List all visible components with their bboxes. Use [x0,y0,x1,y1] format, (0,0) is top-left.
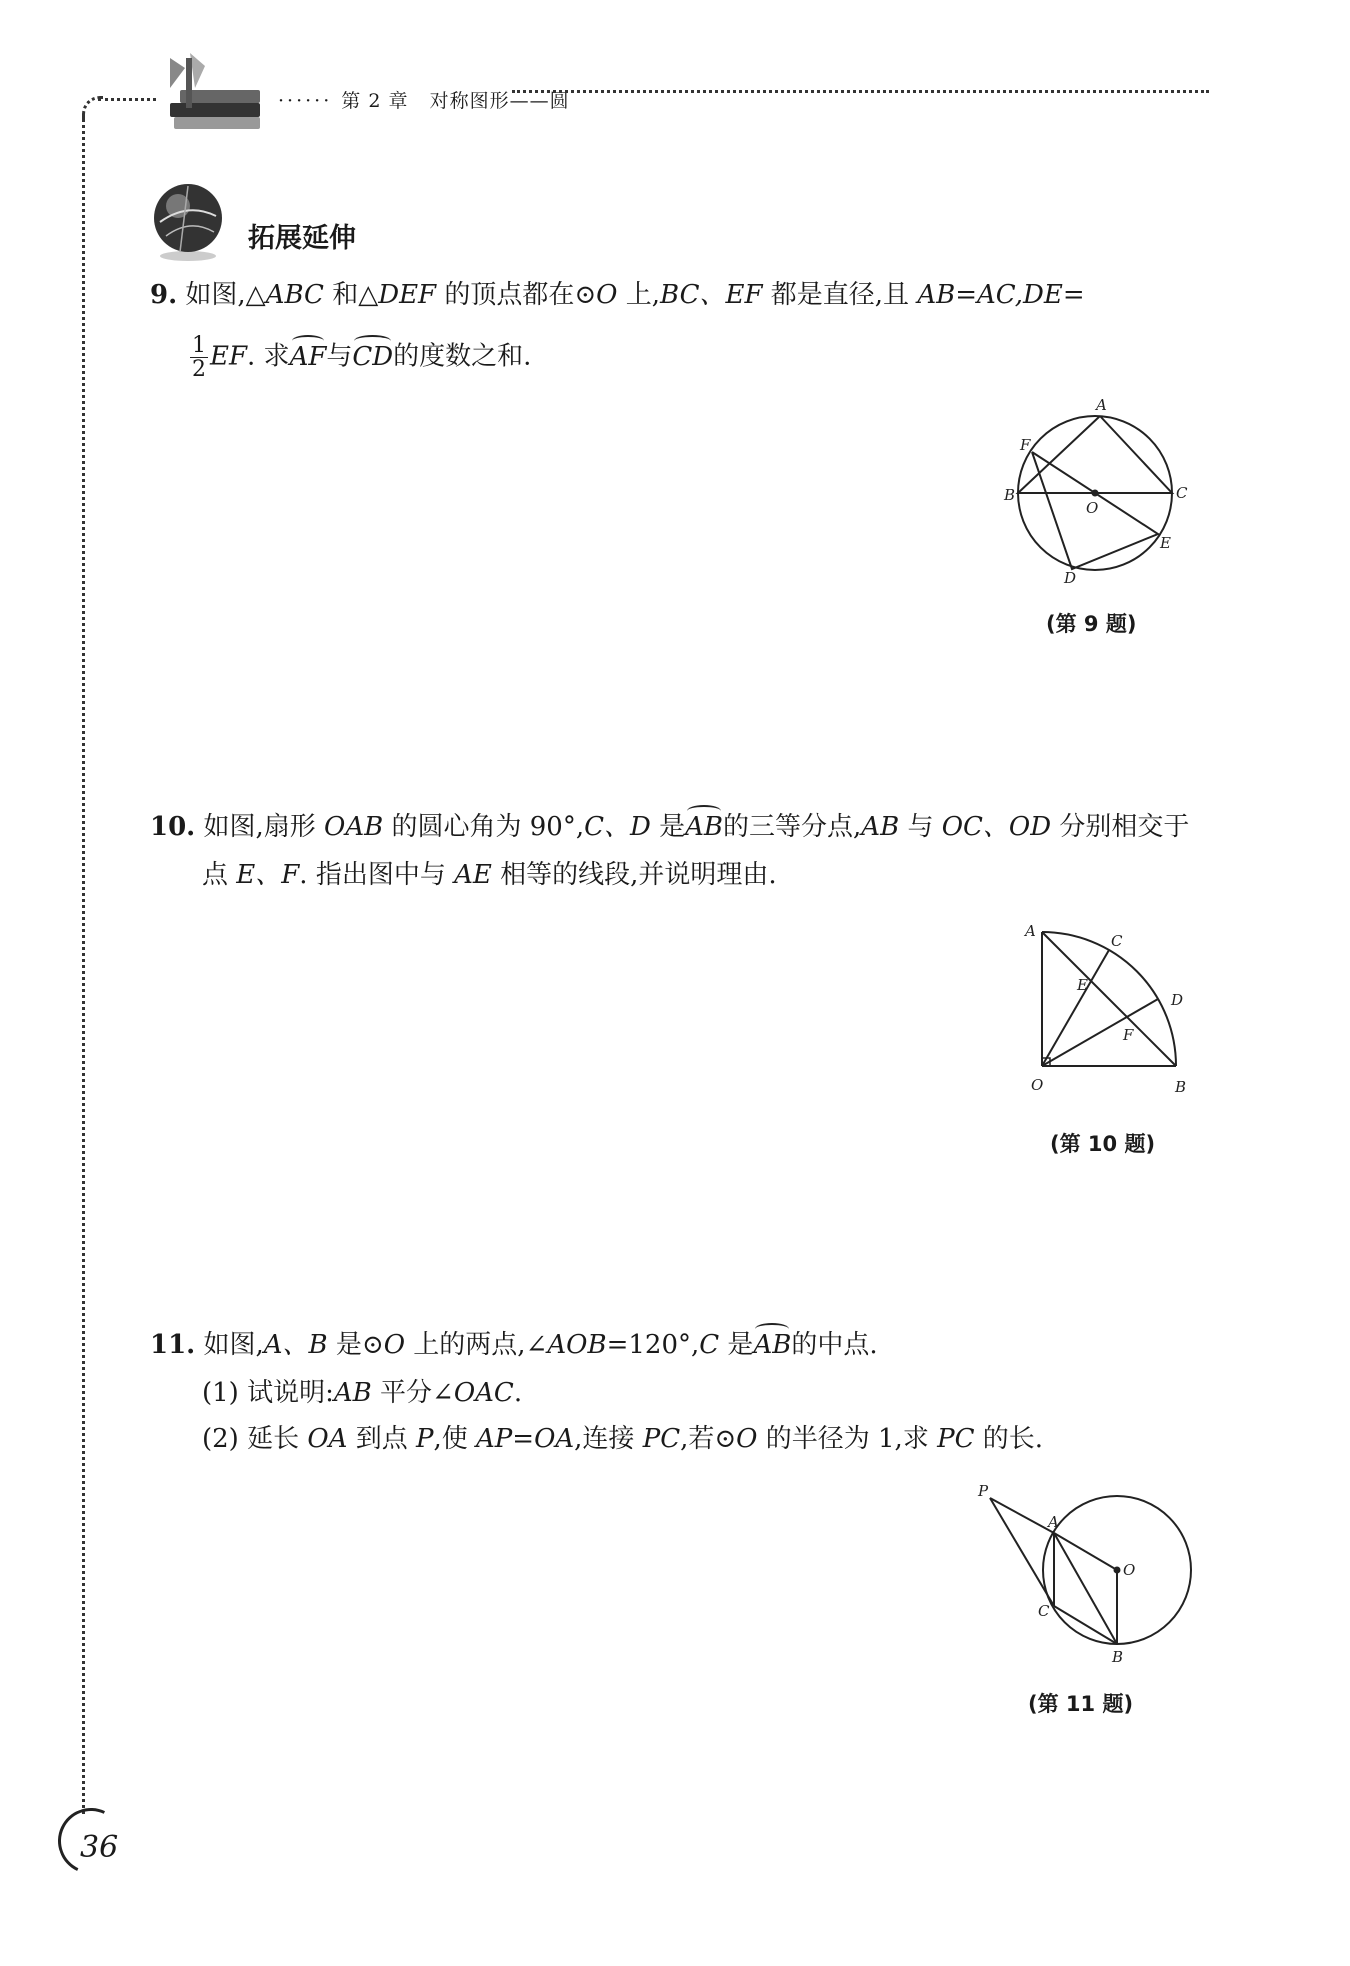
point-label-d: D [1171,991,1184,1009]
chapter-label: 第 2 章 [341,90,409,112]
point-label-c: C [1038,1602,1050,1620]
point-label-d: D [1064,569,1077,587]
header-dotted-line-left [98,98,156,101]
figure-11 [970,1480,1200,1670]
figure-10 [1015,920,1215,1110]
point-label-b: B [1004,486,1016,504]
margin-dotted-line [82,114,85,1814]
point-label-a: A [1025,922,1036,940]
arc-ab: AB [753,1330,792,1360]
point-label-o: O [1123,1561,1136,1579]
point-label-c: C [1176,484,1188,502]
question-11-line-1: 11. 如图,A、B 是⊙O 上的两点,∠AOB=120°,C 是AB的中点. [150,1330,878,1360]
question-11-sub-2: (2) 延长 OA 到点 P,使 AP=OA,连接 PC,若⊙O 的半径为 1,求 PC 的长. [202,1424,1044,1454]
point-label-e: E [1160,534,1171,552]
question-10-line-2: 点 E、F. 指出图中与 AE 相等的线段,并说明理由. [202,860,777,890]
fraction-one-half: $\frac{1}{2}$ [192,333,206,383]
question-number: 11. [150,1330,196,1360]
figure-11-caption: (第 11 题) [1028,1692,1134,1716]
point-label-f: F [1123,1026,1134,1044]
margin-dotted-corner [82,96,103,121]
chapter-title: 对称图形——圆 [429,90,570,112]
header-dotted-line [512,90,1209,93]
point-label-p: P [978,1482,989,1500]
arc-cd: CD [352,341,394,372]
question-number: 10. [150,812,196,842]
arc-ab: AB [685,812,724,842]
question-9-line-2: $\frac{1}{2}$ EF. 求AF与CD的度数之和. [192,333,532,383]
point-label-a: A [1048,1513,1059,1531]
point-label-c: C [1111,932,1123,950]
figure-9 [1000,395,1200,590]
point-label-b: B [1112,1648,1124,1666]
question-9-line-1: 9. 如图,△ABC 和△DEF 的顶点都在⊙O 上,BC、EF 都是直径,且 AB=AC,DE= [150,280,1085,310]
figure-10-caption: (第 10 题) [1050,1132,1156,1156]
question-10-line-1: 10. 如图,扇形 OAB 的圆心角为 90°,C、D 是AB的三等分点,AB 与 OC、OD 分别相交于 [150,812,1190,842]
point-label-o: O [1086,499,1099,517]
point-label-f: F [1020,436,1031,454]
arc-af: AF [289,341,327,372]
page-number: 36 [80,1830,119,1865]
header-book-icon [140,48,270,138]
question-number: 9. [150,280,178,310]
point-label-e: E [1077,976,1088,994]
point-label-o: O [1031,1076,1044,1094]
point-label-a: A [1096,396,1107,414]
point-label-b: B [1175,1078,1187,1096]
globe-icon [150,182,228,264]
running-header: ······ 第 2 章 对称图形——圆 [278,90,570,112]
section-title: 拓展延伸 [248,223,356,254]
question-11-sub-1: (1) 试说明:AB 平分∠OAC. [202,1378,523,1408]
figure-9-caption: (第 9 题) [1046,612,1137,636]
